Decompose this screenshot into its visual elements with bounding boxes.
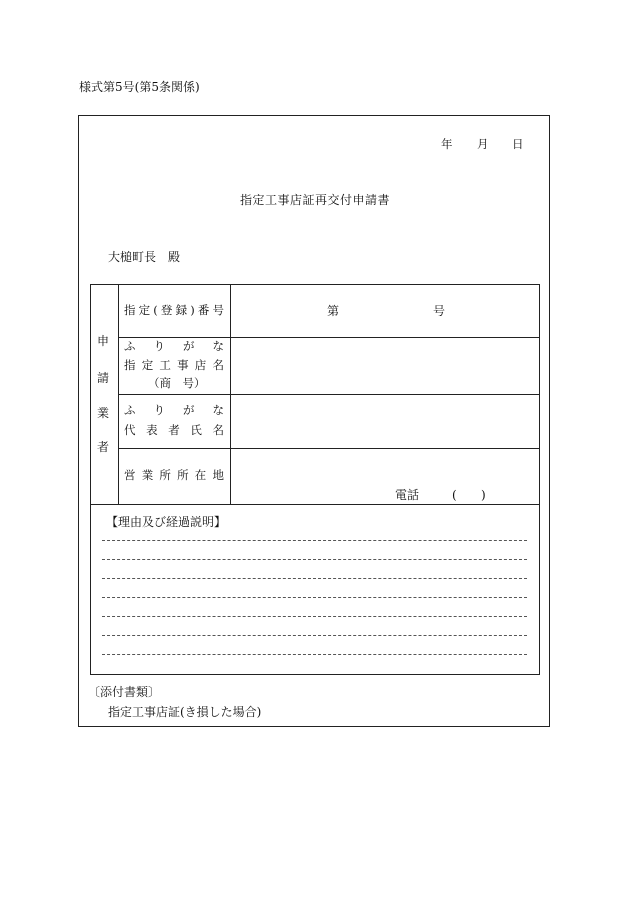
phone-paren-close: ) bbox=[481, 488, 486, 502]
designation-prefix: 第 bbox=[327, 304, 340, 318]
applicant-label-char: 者 bbox=[96, 440, 109, 454]
label-char: 工 bbox=[159, 358, 171, 372]
shop-furigana-label bbox=[124, 341, 224, 353]
label-char: 在 bbox=[194, 468, 207, 482]
label-char: 営 bbox=[124, 468, 136, 482]
label-char: 定 bbox=[138, 303, 151, 317]
label-char: 地 bbox=[212, 468, 224, 482]
label-char: 番 bbox=[197, 303, 210, 317]
label-char: 録 bbox=[175, 303, 188, 317]
designation-suffix: 号 bbox=[433, 304, 446, 318]
applicant-label-char: 申 bbox=[96, 334, 109, 348]
label-char: ( bbox=[153, 303, 158, 317]
label-char: 所 bbox=[177, 468, 189, 482]
table-row-line bbox=[118, 448, 539, 449]
label-char: ふ bbox=[124, 403, 136, 417]
phone-paren-open: ( bbox=[452, 488, 457, 502]
table-row-line bbox=[118, 394, 539, 395]
table-row-line bbox=[118, 337, 539, 338]
phone-label: 電話 bbox=[395, 488, 420, 502]
label-char: ふ bbox=[124, 339, 136, 353]
label-char: 指 bbox=[124, 303, 136, 317]
label-char: 事 bbox=[177, 358, 189, 372]
label-char: な bbox=[212, 339, 224, 353]
table-row-line bbox=[90, 504, 540, 505]
attachments-label: 〔添付書類〕 bbox=[88, 685, 161, 699]
date-month-label: 月 bbox=[477, 137, 489, 151]
applicant-label-char: 業 bbox=[96, 406, 109, 420]
reason-line bbox=[102, 559, 527, 560]
shop-trade-name-label: （商 号） bbox=[148, 376, 206, 390]
document-title: 指定工事店証再交付申請書 bbox=[239, 193, 390, 207]
designation-number-label bbox=[124, 305, 224, 317]
representative-name-label bbox=[124, 425, 224, 437]
applicant-label-char: 請 bbox=[96, 371, 109, 385]
label-char: 名 bbox=[212, 423, 224, 437]
label-char: が bbox=[183, 403, 195, 417]
label-char: り bbox=[153, 339, 165, 353]
label-char: 定 bbox=[141, 358, 154, 372]
label-char: 指 bbox=[124, 358, 136, 372]
attachment-item: 指定工事店証(き損した場合) bbox=[108, 705, 262, 719]
date-year-label: 年 bbox=[441, 137, 453, 151]
label-char: 氏 bbox=[190, 423, 202, 437]
label-char: 表 bbox=[146, 423, 158, 437]
label-char: 者 bbox=[168, 423, 180, 437]
label-char: 店 bbox=[194, 358, 207, 372]
label-char: 号 bbox=[212, 303, 224, 317]
office-address-label bbox=[124, 470, 224, 482]
reason-line bbox=[102, 540, 527, 541]
label-char: 業 bbox=[141, 468, 154, 482]
date-day-label: 日 bbox=[512, 137, 524, 151]
shop-name-label bbox=[124, 360, 224, 372]
reason-line bbox=[102, 616, 527, 617]
reason-line bbox=[102, 635, 527, 636]
addressee: 大槌町長 殿 bbox=[108, 250, 181, 264]
reason-line bbox=[102, 654, 527, 655]
form-number: 様式第5号(第5条関係) bbox=[79, 80, 200, 94]
label-char: 名 bbox=[212, 358, 224, 372]
label-char: 所 bbox=[159, 468, 171, 482]
label-char: 登 bbox=[160, 303, 173, 317]
label-char: な bbox=[212, 403, 224, 417]
label-char: 代 bbox=[124, 423, 136, 437]
reason-line bbox=[102, 578, 527, 579]
label-char: ) bbox=[190, 303, 195, 317]
reason-label: 【理由及び経過説明】 bbox=[106, 515, 227, 529]
label-char: が bbox=[183, 339, 195, 353]
label-char: り bbox=[153, 403, 165, 417]
reason-line bbox=[102, 597, 527, 598]
representative-furigana-label bbox=[124, 405, 224, 417]
